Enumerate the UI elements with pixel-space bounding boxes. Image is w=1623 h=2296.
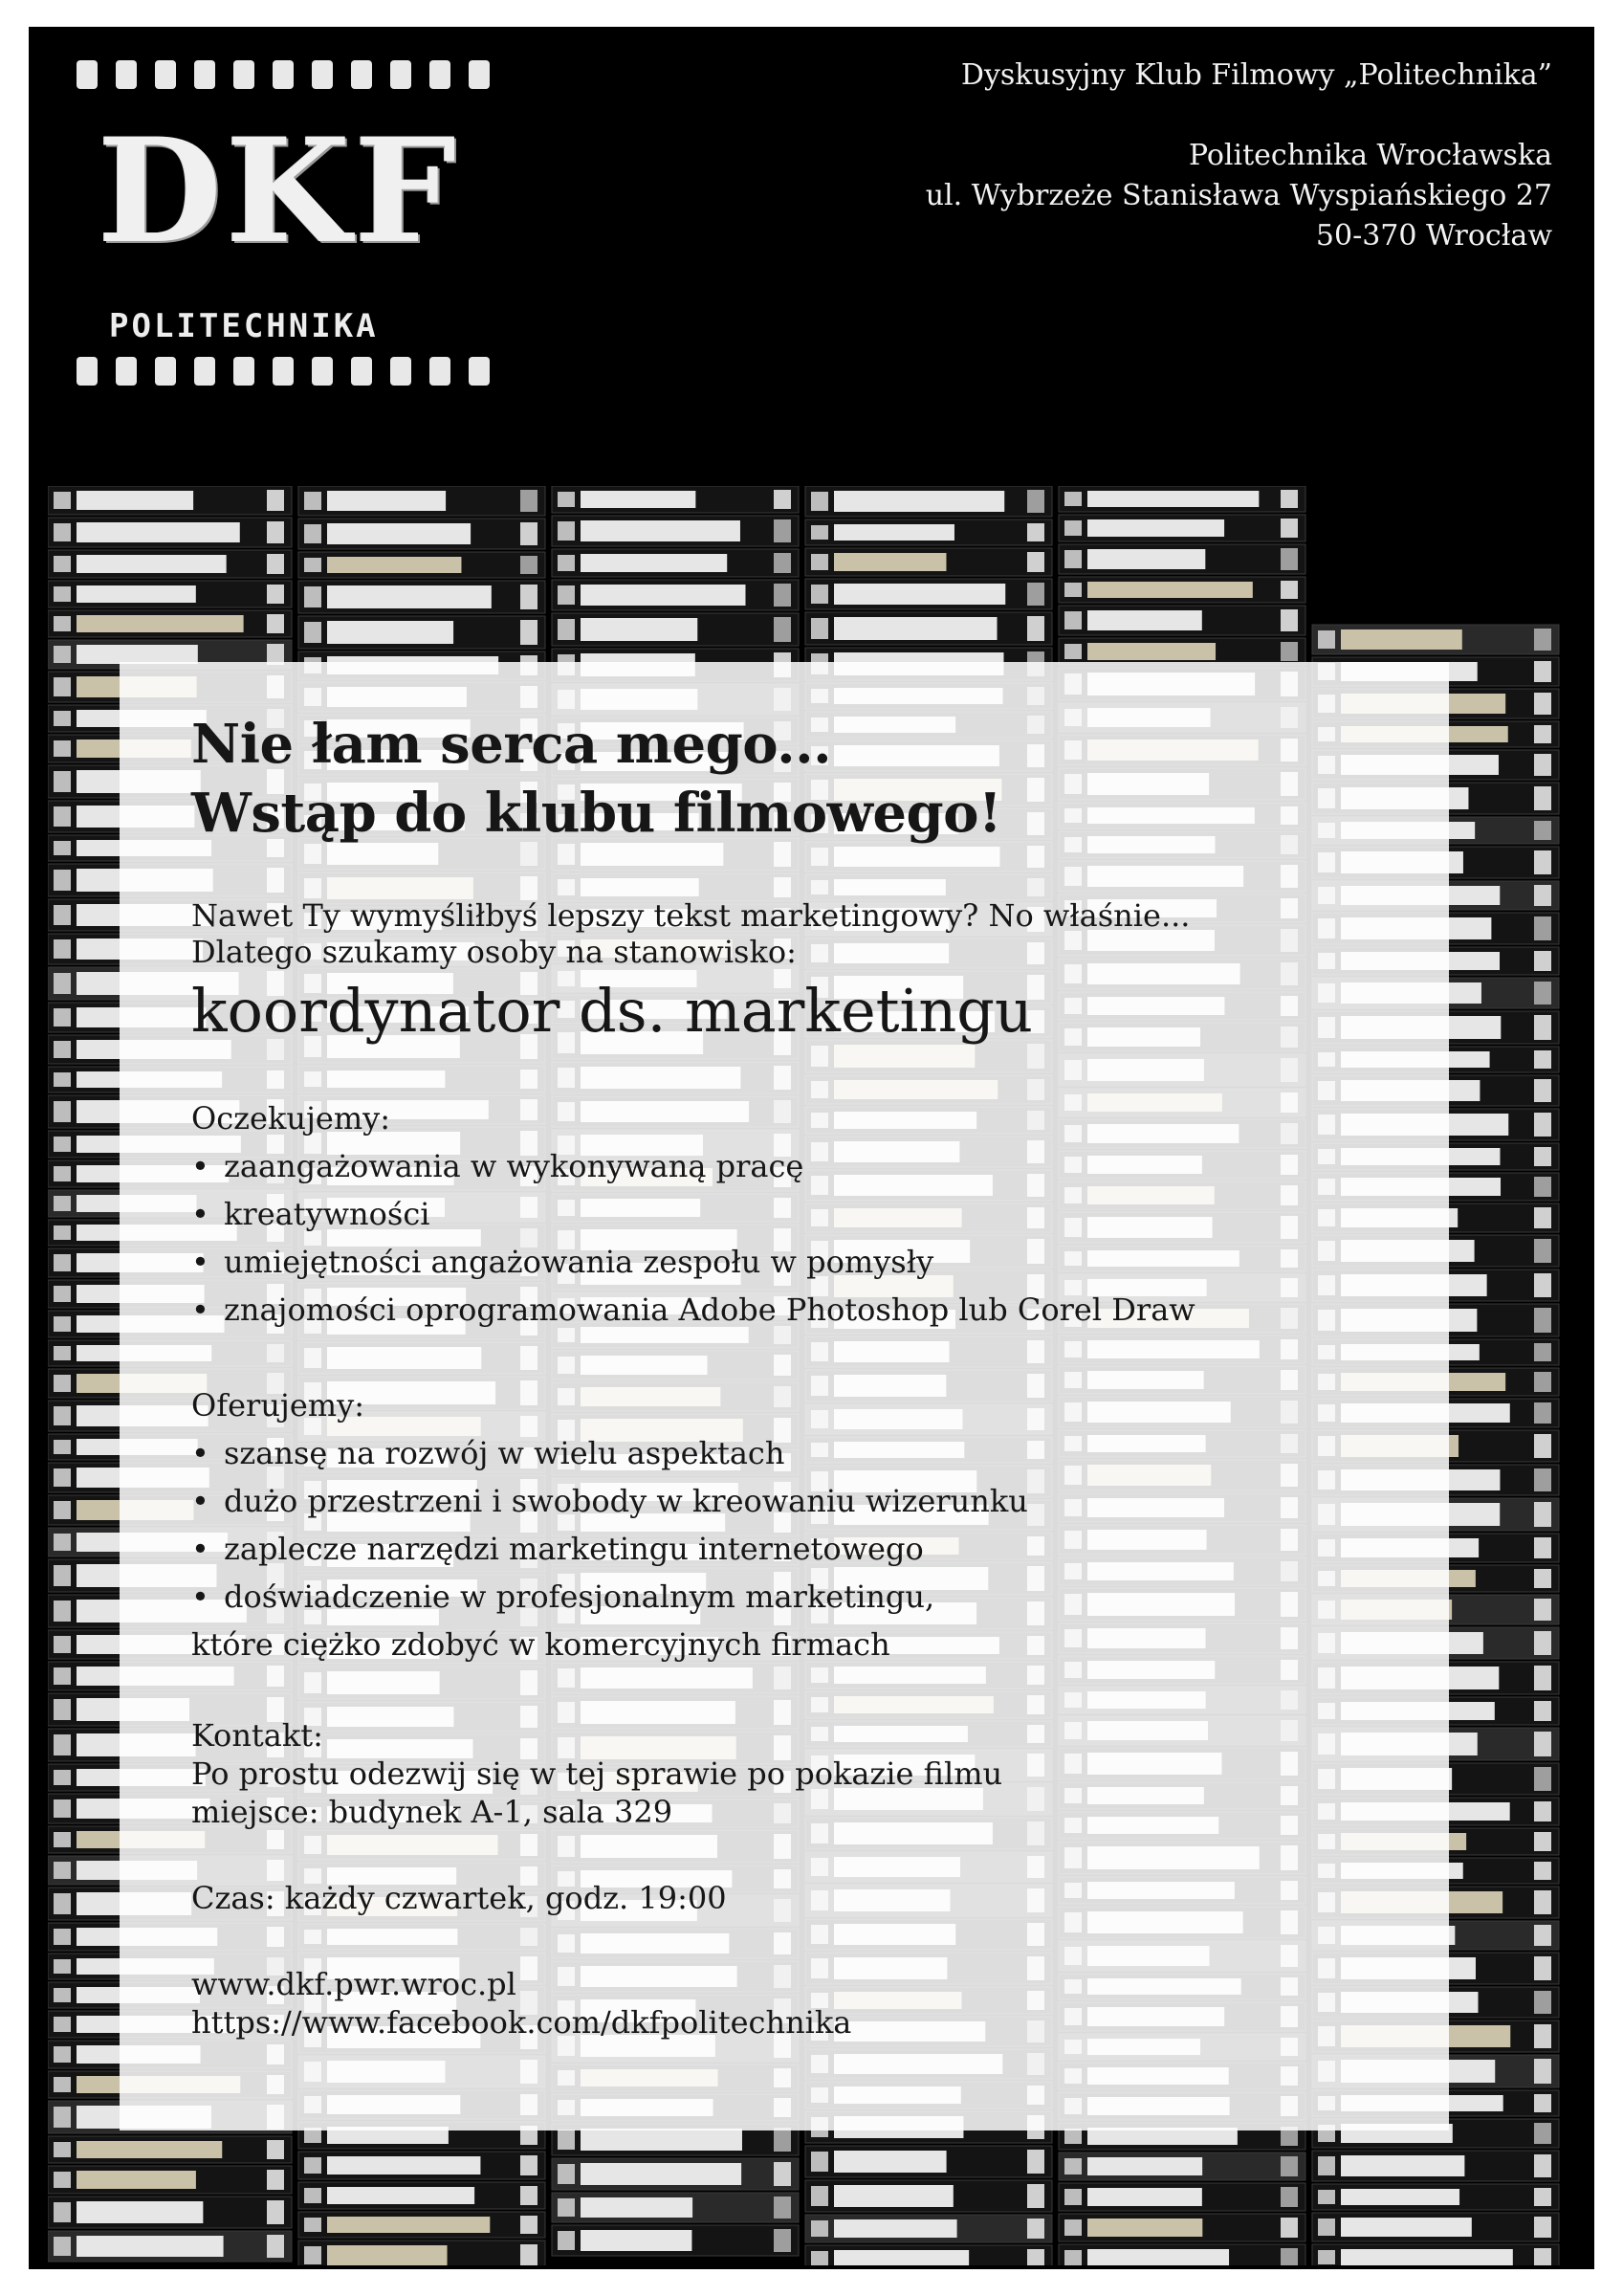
dkf-logo xyxy=(77,60,497,405)
list-item: • zaplecze narzędzi marketingu internetowego xyxy=(191,1525,1454,1573)
expectations-list xyxy=(191,1142,1454,1334)
list-item: • umiejętności angażowania zespołu w pomysły xyxy=(191,1238,1454,1286)
website-link[interactable]: www.dkf.pwr.wroc.pl xyxy=(191,1966,516,2002)
film-perforation-bottom xyxy=(77,357,490,386)
list-item: • dużo przestrzeni i swobody w kreowaniu wizerunku xyxy=(191,1477,1454,1525)
contact-title: Kontakt: xyxy=(191,1717,323,1754)
headline-line-1: Nie łam serca mego... xyxy=(191,713,832,776)
contact-line-2: miejsce: budynek A-1, sala 329 xyxy=(191,1794,673,1830)
headline xyxy=(191,710,1454,848)
list-item: • kreatywności xyxy=(191,1190,1454,1238)
list-item: • szansę na rozwój w wielu aspektach xyxy=(191,1429,1454,1477)
intro-line-1: Nawet Ty wymyśliłbyś lepszy tekst marketingowy? No właśnie... xyxy=(191,897,1191,934)
list-item: • zaangażowania w wykonywaną pracę xyxy=(191,1142,1454,1190)
job-position: koordynator ds. marketingu xyxy=(191,976,1033,1046)
address-line: Politechnika Wrocławska xyxy=(1188,139,1552,172)
list-item: • znajomości oprogramowania Adobe Photoshop lub Corel Draw xyxy=(191,1286,1454,1334)
contact-line-1: Po prostu odezwij się w tej sprawie po pokazie filmu xyxy=(191,1755,1003,1792)
address-line: 50-370 Wrocław xyxy=(1315,219,1552,253)
facebook-link[interactable]: https://www.facebook.com/dkfpolitechnika xyxy=(191,2004,852,2041)
intro-line-2: Dlatego szukamy osoby na stanowisko: xyxy=(191,934,797,970)
offers-list xyxy=(191,1429,1454,1621)
expectations-title: Oczekujemy: xyxy=(191,1100,391,1137)
club-name: Dyskusyjny Klub Filmowy „Politechnika” xyxy=(960,58,1552,92)
club-address xyxy=(926,55,1552,256)
logo-mark: DKF xyxy=(98,107,460,276)
poster-content xyxy=(191,710,1454,2042)
headline-line-2: Wstąp do klubu filmowego! xyxy=(191,782,1002,845)
logo-subtitle: POLITECHNIKA xyxy=(109,307,379,345)
film-perforation-top xyxy=(77,60,490,89)
list-item: • doświadczenie w profesjonalnym marketingu, xyxy=(191,1573,1454,1621)
offers-title: Oferujemy: xyxy=(191,1387,364,1424)
address-line: ul. Wybrzeże Stanisława Wyspiańskiego 27 xyxy=(925,179,1552,212)
meeting-time: Czas: każdy czwartek, godz. 19:00 xyxy=(191,1880,727,1916)
offers-continuation: które ciężko zdobyć w komercyjnych firmach xyxy=(191,1626,890,1663)
